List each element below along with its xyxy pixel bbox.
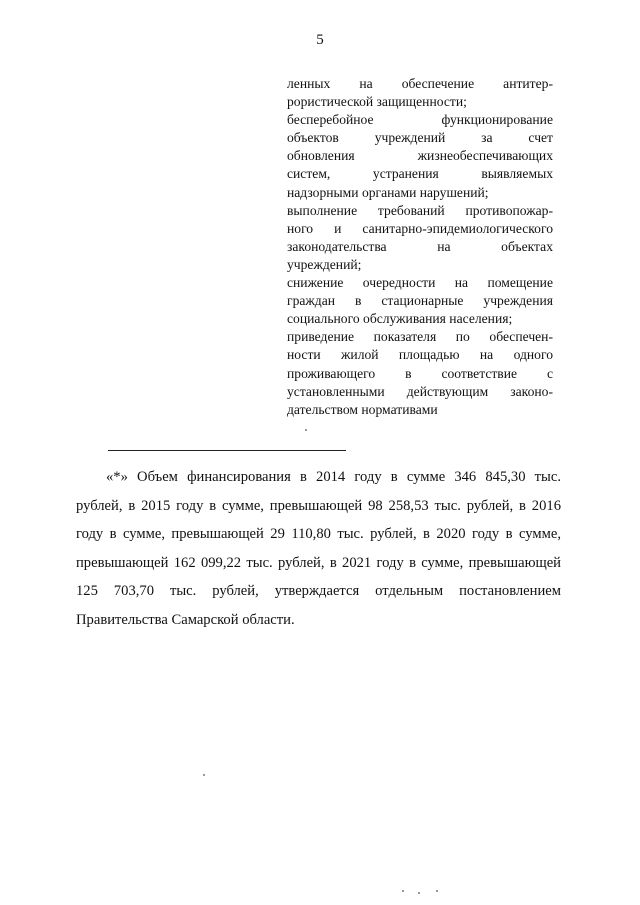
footnote-line: рублей, в 2015 году в сумме, превышающей 98 258,53 тыс. рублей, в 2016 xyxy=(76,497,561,514)
text-line: рористической защищенности; xyxy=(287,94,467,110)
footnote-line: «*» Объем финансирования в 2014 году в сумме 346 845,30 тыс. xyxy=(106,469,561,485)
scan-speck xyxy=(436,890,438,892)
text-line: объектов учреждений за счет xyxy=(287,130,553,146)
measures-list-column xyxy=(287,75,553,419)
footnote-line: Правительства Самарской области. xyxy=(76,611,295,628)
text-line: ного и санитарно-эпидемиологического xyxy=(287,220,553,236)
scan-speck xyxy=(402,890,404,892)
text-line: приведение показателя по обеспечен- xyxy=(287,329,553,345)
footnote-separator xyxy=(108,450,346,451)
footnote-line: году в сумме, превышающей 29 110,80 тыс. рублей, в 2020 году в сумме, xyxy=(76,526,561,542)
scan-speck xyxy=(203,774,205,776)
text-line: ленных на обеспечение антитер- xyxy=(287,76,553,91)
text-line: систем, устранения выявляемых xyxy=(287,166,553,182)
footnote-line: 125 703,70 тыс. рублей, утверждается отдельным постановлением xyxy=(76,583,561,599)
footnote-line: превышающей 162 099,22 тыс. рублей, в 2021 году в сумме, превышающей xyxy=(76,554,561,571)
text-line: граждан в стационарные учреждения xyxy=(287,293,553,309)
text-line: установленными действующим законо- xyxy=(287,383,553,399)
text-line: бесперебойное функционирование xyxy=(287,112,553,128)
text-line: ности жилой площадью на одного xyxy=(287,347,553,363)
text-line: обновления жизнеобеспечивающих xyxy=(287,148,553,164)
footnote xyxy=(76,463,561,634)
scan-speck xyxy=(305,429,307,431)
text-line: учреждений; xyxy=(287,256,362,272)
text-line: социального обслуживания населения; xyxy=(287,311,513,327)
scan-speck xyxy=(418,892,420,894)
text-line: снижение очередности на помещение xyxy=(287,275,553,291)
text-line: проживающего в соответствие с xyxy=(287,365,553,381)
text-line: законодательства на объектах xyxy=(287,238,553,254)
page-number: 5 xyxy=(316,32,324,48)
text-line: надзорными органами нарушений; xyxy=(287,184,489,200)
text-line: выполнение требований противопожар- xyxy=(287,202,553,218)
text-line: дательством нормативами xyxy=(287,401,438,417)
